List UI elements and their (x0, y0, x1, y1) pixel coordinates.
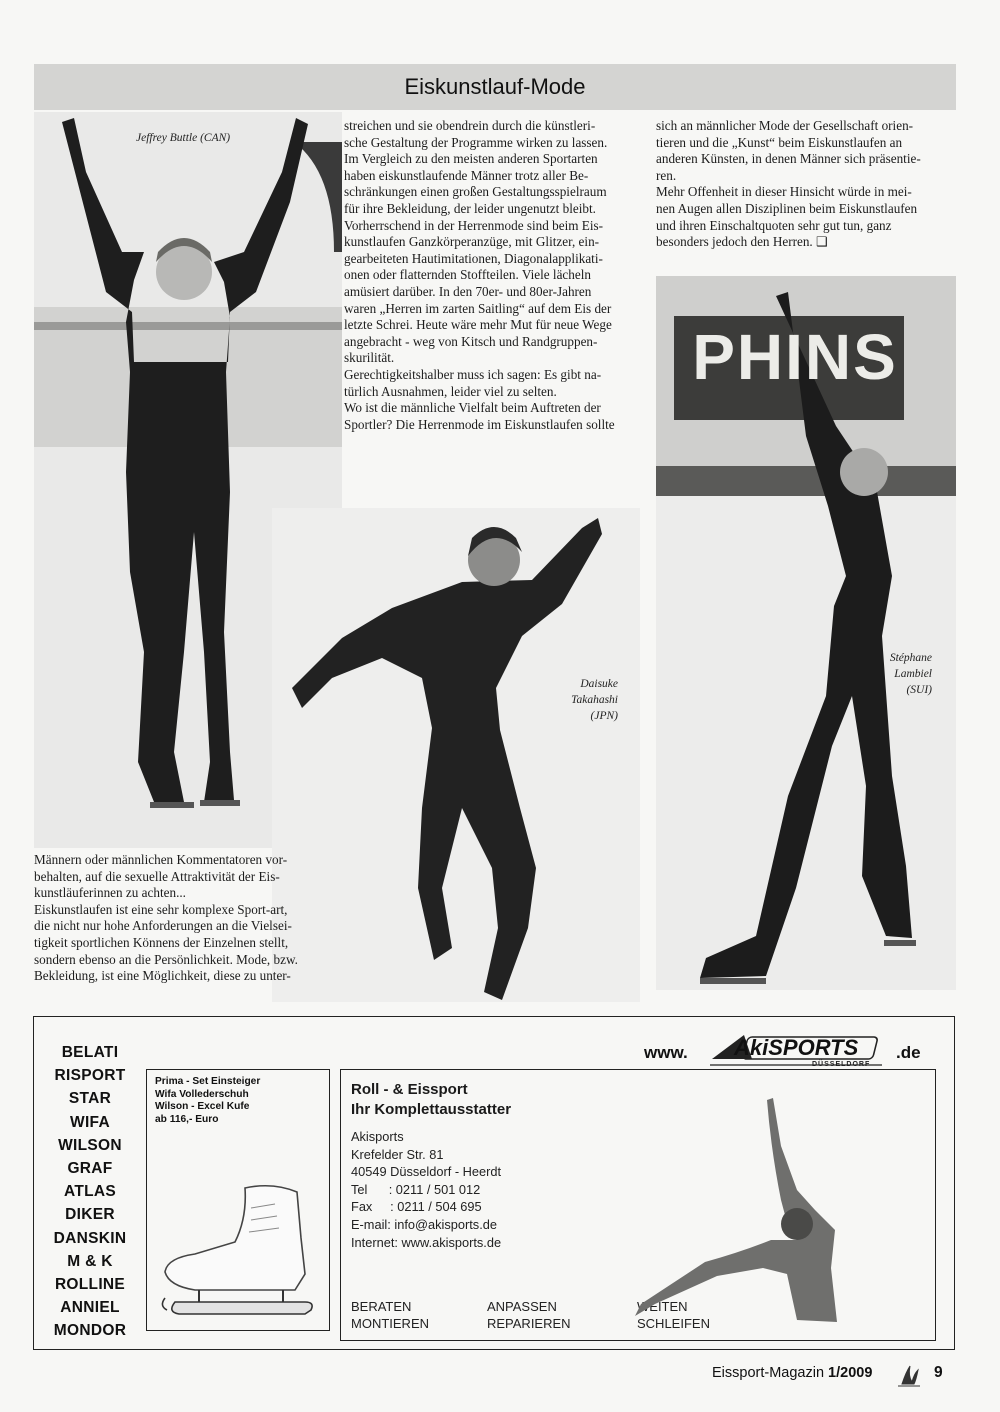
logo-www: www. (644, 1043, 688, 1062)
offer-box (146, 1069, 330, 1331)
article-column-right: sich an männlicher Mode der Gesellschaft orien- tieren und die „Kunst“ beim Eiskunstlaufen an anderen Künsten, in denen Männer sich präsentie- ren. Mehr Offenheit in dieser Hinsicht würde in mei- nen Augen allen Disziplinen beim Eiskunstlaufen und ihren Einschaltquoten sehr gut tun, ganz besonders jedoch den Herren. ❑ (656, 118, 921, 250)
ice-skate-icon (155, 1178, 321, 1324)
article-column-left: Männern oder männlichen Kommentatoren vor- behalten, auf die sexuelle Attraktivität der Eis- kunstläuferinnen zu achten... Eiskunstlaufen ist eine sehr komplexe Sport-art, die nicht nur hohe Anforderungen an die Vielsei- tigkeit sportlichen Könnens der Einzelnen stellt, sondern ebenso an die Persönlichkeit. Mode, bzw. Bekleidung, ist eine Möglichkeit, diese zu unter- (34, 852, 298, 984)
logo-city: DÜSSELDORF (812, 1061, 871, 1068)
photo-stephane-lambiel (656, 276, 956, 990)
caption-buttle: Jeffrey Buttle (CAN) (136, 132, 231, 144)
offer-text: Prima - Set Einsteiger Wifa Vollederschuh Wilson - Excel Kufe ab 116,- Euro (155, 1076, 261, 1125)
akisports-logo (644, 1029, 934, 1071)
page-title: Eiskunstlauf-Mode (404, 74, 586, 99)
logo-suffix: .de (896, 1043, 921, 1062)
brand-list: BELATI RISPORT STAR WIFA WILSON GRAF ATLAS DIKER DANSKIN M & K ROLLINE ANNIEL MONDOR (53, 1044, 127, 1340)
service-group-2: ANPASSEN REPARIEREN (487, 1299, 571, 1331)
article-column-middle: streichen und sie obendrein durch die künstleri- sche Gestaltung der Programme wirken zu lassen. Im Vergleich zu den meisten anderen Sportarten haben eiskunstlaufende Männer trotz aller Be- schränkungen einen großen Gestaltungsspielraum für ihre Bekleidung, der leider ungenutzt bleibt. Vorherrschend in der Herrenmode sind beim Eis- kunstlaufen Ganzkörperanzüge, mit Glitzer, ein- gearbeiteten Hautimitationen, Diagonalapplikati- onen oder flatternden Stoffteilen. Viele lächeln amüsiert darüber. In den 70er- und 80er-Jahren waren „Herren im zarten Saitling“ auf dem Eis der letzte Schrei. Heute wäre mehr Mut für neue Wege angebracht - weg von Kitsch und Randgruppen- skurilität. Gerechtigkeitshalber muss ich sagen: Es gibt na- türlich Ausnahmen, leider viel zu selten. Wo ist die männliche Vielfalt beim Auftreten der Sportler? Die Herrenmode im Eiskunstlaufen sollte (344, 118, 615, 432)
magazine-bird-logo-icon (896, 1362, 922, 1388)
service-group-1: BERATEN MONTIEREN (351, 1299, 429, 1331)
magazine-footer (712, 1365, 872, 1381)
page-number: 9 (934, 1364, 943, 1381)
magazine-issue: 1/2009 (828, 1365, 873, 1381)
caption-takahashi: Daisuke Takahashi (JPN) (571, 678, 618, 722)
akisports-advertisement (33, 1016, 955, 1350)
shop-info-box (340, 1069, 936, 1341)
shop-headline: Roll - & Eissport Ihr Komplettausstatter (351, 1081, 512, 1118)
caption-lambiel: Stéphane Lambiel (SUI) (889, 652, 932, 696)
logo-brand: AkiSPORTS (734, 1035, 859, 1060)
section-header (34, 64, 956, 110)
magazine-name: Eissport-Magazin (712, 1365, 825, 1381)
banner-text: PHINS (692, 321, 898, 393)
skater-woman-photo (621, 1090, 891, 1340)
service-group-3: WEITEN SCHLEIFEN (637, 1299, 710, 1331)
shop-address: Akisports Krefelder Str. 81 40549 Düsseldorf - Heerdt Tel : 0211 / 501 012 Fax : 0211 / 504 695 E-mail: info@akisports.de Internet: www.akisports.de (351, 1129, 502, 1250)
